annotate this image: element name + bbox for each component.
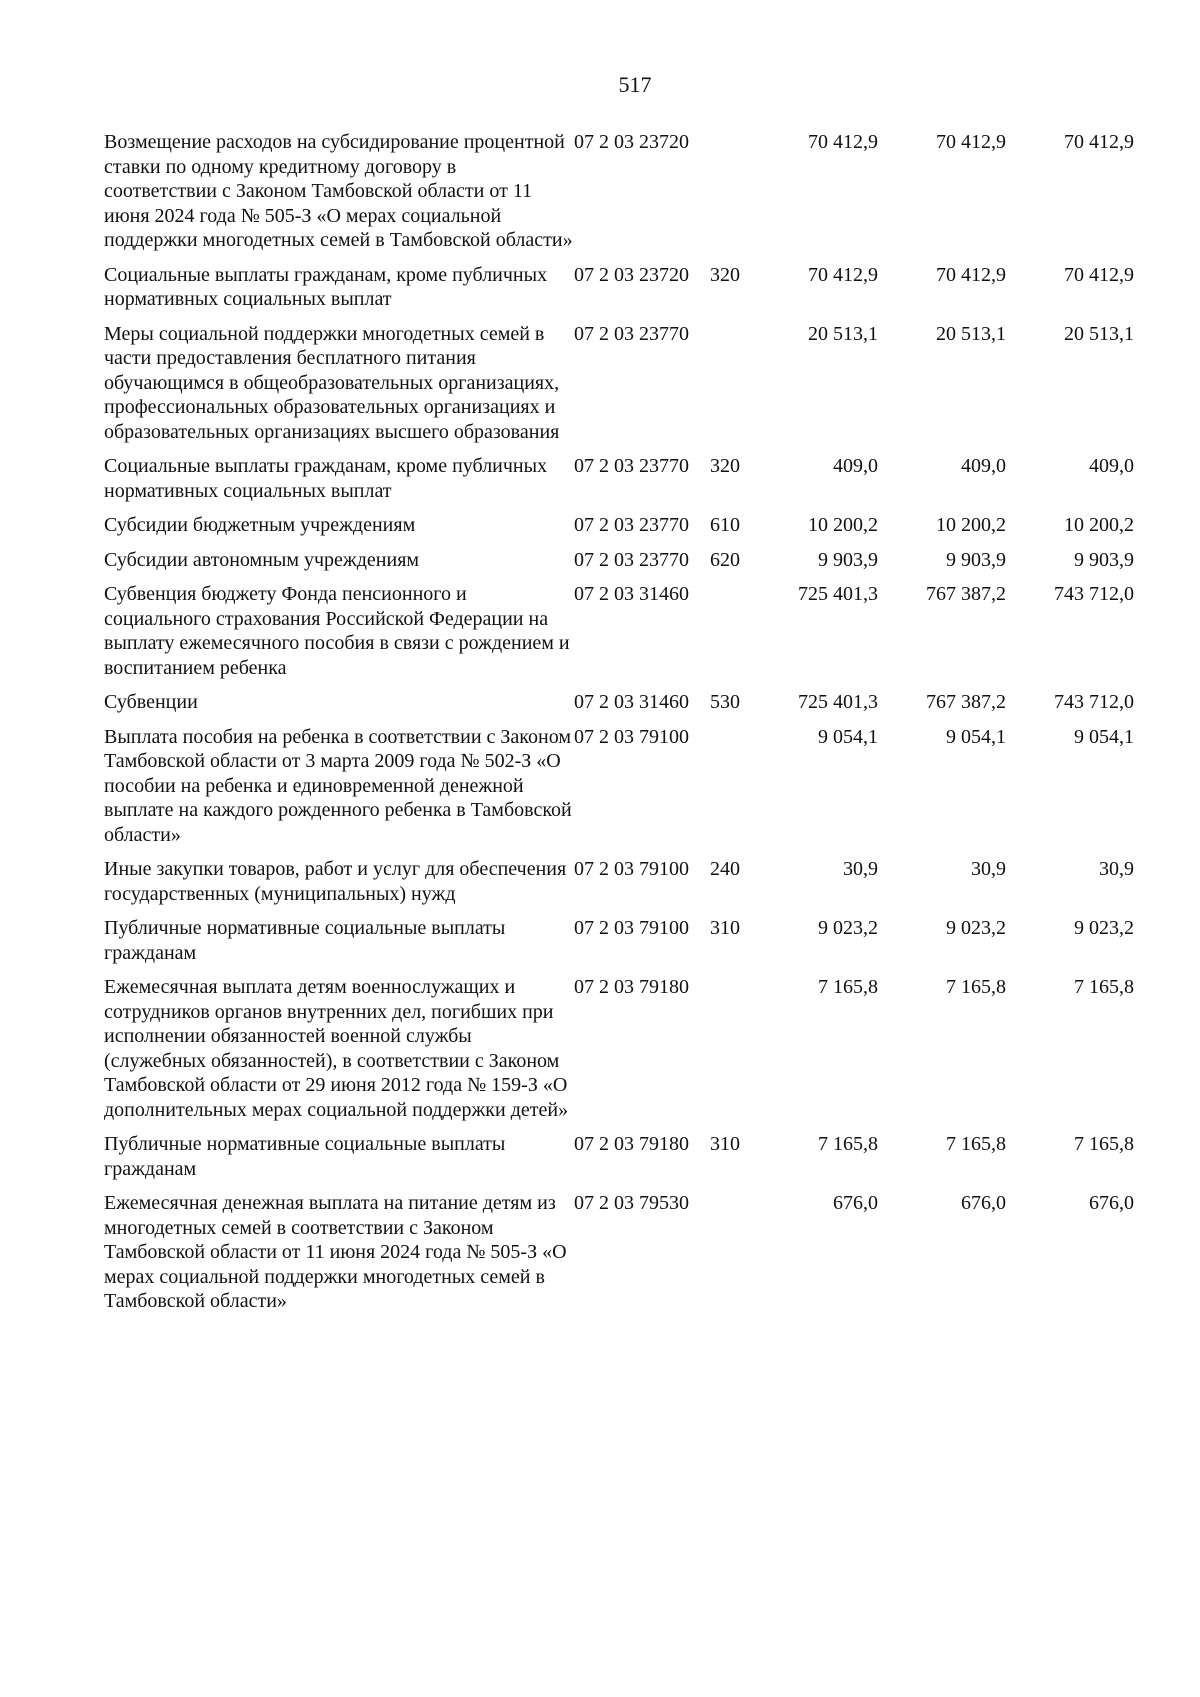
row-expense-type: 320 — [710, 455, 740, 477]
row-value-2026: 9 903,9 — [1074, 548, 1134, 571]
row-value-2026: 409,0 — [1089, 455, 1134, 477]
row-name: Ежемесячная выплата детям военнослужащих и сотрудников органов внутренних дел, погибших при исполнении обязанностей военной службы (служебных обязанностей), в соответствии с Законом Тамбовской области от 29 июня 2012 года № 159-З «О дополнительных мерах социальной поддержки детей» — [104, 976, 569, 1121]
table-row — [104, 975, 1134, 1132]
row-value-2025: 7 165,8 — [946, 1133, 1006, 1155]
row-expense-type: 240 — [710, 858, 740, 880]
row-value-2026: 743 712,0 — [1054, 583, 1134, 605]
row-code: 07 2 03 79100 — [574, 858, 689, 880]
row-expense-type — [710, 1191, 750, 1324]
row-value-2026: 20 513,1 — [1064, 322, 1134, 345]
row-value-2026: 30,9 — [1099, 858, 1134, 880]
table-row — [104, 513, 1134, 548]
row-value-2024: 9 023,2 — [818, 917, 878, 939]
row-value-2026: 70 412,9 — [1064, 263, 1134, 286]
row-value-2025: 676,0 — [961, 1192, 1006, 1214]
table-body — [104, 130, 1134, 1324]
row-code: 07 2 03 23770 — [574, 455, 689, 477]
row-value-2025: 767 387,2 — [926, 583, 1006, 605]
table-row — [104, 725, 1134, 858]
table-row — [104, 690, 1134, 725]
row-value-2025: 70 412,9 — [936, 131, 1006, 153]
row-value-2026: 9 054,1 — [1074, 725, 1134, 748]
table-row — [104, 454, 1134, 513]
row-expense-type — [710, 725, 750, 858]
row-name: Социальные выплаты гражданам, кроме публичных нормативных социальных выплат — [104, 455, 548, 502]
table-row — [104, 582, 1134, 690]
row-expense-type — [710, 130, 750, 263]
table-row — [104, 130, 1134, 263]
row-value-2026: 9 023,2 — [1074, 917, 1134, 939]
row-value-2025: 767 387,2 — [926, 691, 1006, 713]
row-code: 07 2 03 79180 — [574, 976, 689, 998]
row-name: Публичные нормативные социальные выплаты гражданам — [104, 917, 506, 964]
row-value-2026: 70 412,9 — [1064, 131, 1134, 153]
row-value-2024: 70 412,9 — [808, 263, 878, 286]
row-code: 07 2 03 79100 — [574, 917, 689, 939]
row-value-2024: 725 401,3 — [798, 691, 878, 713]
row-expense-type: 320 — [710, 263, 740, 286]
row-name: Субвенция бюджету Фонда пенсионного и социального страхования Российской Федерации на выплату ежемесячного пособия в связи с рождением и воспитанием ребенка — [104, 583, 570, 679]
row-value-2025: 9 023,2 — [946, 917, 1006, 939]
row-code: 07 2 03 79180 — [574, 1133, 689, 1155]
row-code: 07 2 03 31460 — [574, 583, 689, 605]
row-code: 07 2 03 23770 — [574, 548, 689, 571]
row-name: Иные закупки товаров, работ и услуг для обеспечения государственных (муниципальных) нужд — [104, 858, 567, 905]
row-name: Меры социальной поддержки многодетных семей в части предоставления бесплатного питания обучающимся в общеобразовательных организациях, профессиональных образовательных организациях и образовательных организациях высшего образования — [104, 322, 560, 443]
row-expense-type — [710, 975, 750, 1132]
row-name: Субвенции — [104, 691, 198, 713]
row-code: 07 2 03 23770 — [574, 514, 689, 536]
row-value-2026: 676,0 — [1089, 1192, 1134, 1214]
row-name: Ежемесячная денежная выплата на питание детям из многодетных семей в соответствии с Законом Тамбовской области от 11 июня 2024 года № 505-З «О мерах социальной поддержки многодетных семей в Тамбовской области» — [104, 1192, 567, 1312]
row-value-2024: 20 513,1 — [808, 322, 878, 345]
row-expense-type: 310 — [710, 1133, 740, 1155]
row-value-2024: 30,9 — [843, 858, 878, 880]
row-code: 07 2 03 79100 — [574, 725, 689, 748]
table-row — [104, 548, 1134, 583]
row-value-2024: 9 054,1 — [818, 725, 878, 748]
row-value-2026: 743 712,0 — [1054, 691, 1134, 713]
row-code: 07 2 03 23720 — [574, 131, 689, 153]
row-code: 07 2 03 23770 — [574, 322, 689, 345]
page-number: 517 — [618, 72, 652, 97]
table-row — [104, 1132, 1134, 1191]
row-code: 07 2 03 79530 — [574, 1192, 689, 1214]
table-row — [104, 857, 1134, 916]
budget-table — [104, 130, 1134, 1324]
row-expense-type: 610 — [710, 514, 740, 536]
row-name: Субсидии бюджетным учреждениям — [104, 514, 416, 536]
table-row — [104, 322, 1134, 455]
row-expense-type: 620 — [710, 548, 740, 571]
table-row — [104, 263, 1134, 322]
row-value-2024: 676,0 — [833, 1192, 878, 1214]
row-value-2025: 7 165,8 — [946, 976, 1006, 998]
row-expense-type — [710, 582, 750, 690]
row-code: 07 2 03 23720 — [574, 263, 689, 286]
row-value-2024: 7 165,8 — [818, 1133, 878, 1155]
row-name: Возмещение расходов на субсидирование процентной ставки по одному кредитному договору в соответствии с Законом Тамбовской области от 11 июня 2024 года № 505-З «О мерах социальной поддержки многодетных семей в Тамбовской области» — [104, 131, 573, 251]
table-row — [104, 916, 1134, 975]
table-row — [104, 1191, 1134, 1324]
row-value-2025: 70 412,9 — [936, 263, 1006, 286]
row-value-2026: 7 165,8 — [1074, 1133, 1134, 1155]
row-value-2025: 10 200,2 — [936, 514, 1006, 536]
row-value-2024: 9 903,9 — [818, 548, 878, 571]
row-value-2024: 409,0 — [833, 455, 878, 477]
row-value-2024: 725 401,3 — [798, 583, 878, 605]
row-value-2024: 70 412,9 — [808, 131, 878, 153]
row-value-2026: 7 165,8 — [1074, 976, 1134, 998]
row-value-2025: 30,9 — [971, 858, 1006, 880]
row-value-2026: 10 200,2 — [1064, 514, 1134, 536]
row-value-2025: 20 513,1 — [936, 322, 1006, 345]
row-value-2025: 9 903,9 — [946, 548, 1006, 571]
row-value-2025: 409,0 — [961, 455, 1006, 477]
row-name: Публичные нормативные социальные выплаты гражданам — [104, 1133, 506, 1180]
row-expense-type — [710, 322, 750, 455]
row-value-2025: 9 054,1 — [946, 725, 1006, 748]
row-code: 07 2 03 31460 — [574, 691, 689, 713]
row-name: Выплата пособия на ребенка в соответствии с Законом Тамбовской области от 3 марта 2009 года № 502-З «О пособии на ребенка и единовременной денежной выплате на каждого рожденного ребенка в Тамбовской области» — [104, 725, 572, 846]
row-value-2024: 10 200,2 — [808, 514, 878, 536]
row-expense-type: 530 — [710, 691, 740, 713]
row-expense-type: 310 — [710, 917, 740, 939]
row-name: Социальные выплаты гражданам, кроме публичных нормативных социальных выплат — [104, 263, 548, 310]
row-name: Субсидии автономным учреждениям — [104, 548, 420, 571]
row-value-2024: 7 165,8 — [818, 976, 878, 998]
